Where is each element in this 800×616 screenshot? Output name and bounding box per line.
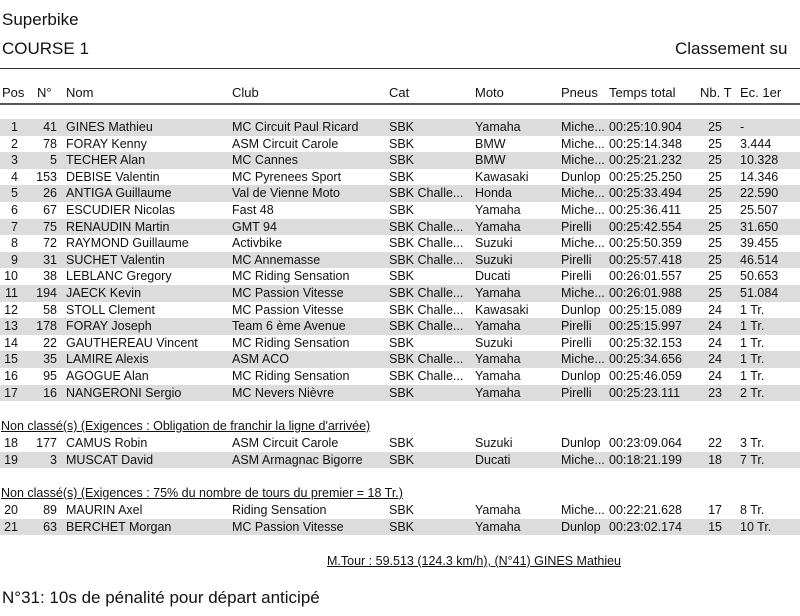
cell-name: STOLL Clement bbox=[66, 302, 155, 317]
cell-club: Riding Sensation bbox=[232, 503, 327, 517]
table-row bbox=[0, 368, 800, 385]
cell-number: 63 bbox=[43, 519, 57, 534]
cell-category: SBK bbox=[389, 503, 415, 517]
cell-category: SBK bbox=[389, 335, 415, 350]
cell-tyres: Miche... bbox=[561, 352, 605, 367]
cell-bike: Suzuki bbox=[475, 335, 513, 350]
category-title: Superbike bbox=[2, 10, 79, 29]
cell-laps: 25 bbox=[708, 203, 722, 217]
cell-gap: 1 Tr. bbox=[740, 335, 765, 350]
cell-bike: Yamaha bbox=[475, 369, 521, 383]
table-row bbox=[0, 502, 800, 519]
cell-club: MC Passion Vitesse bbox=[232, 519, 344, 534]
cell-bike: Yamaha bbox=[475, 120, 521, 134]
cell-laps: 18 bbox=[708, 452, 722, 467]
cell-tyres: Pirelli bbox=[561, 385, 592, 400]
cell-total-time: 00:23:09.064 bbox=[609, 436, 682, 450]
cell-category: SBK Challe... bbox=[389, 219, 464, 234]
cell-category: SBK Challe... bbox=[389, 369, 464, 383]
cell-category: SBK bbox=[389, 519, 415, 534]
cell-bike: Yamaha bbox=[475, 319, 521, 334]
cell-name: TECHER Alan bbox=[66, 153, 146, 168]
table-row bbox=[0, 252, 800, 269]
table-row bbox=[0, 519, 800, 536]
cell-gap: 31.650 bbox=[740, 219, 779, 234]
cell-gap: 10 Tr. bbox=[740, 519, 772, 534]
cell-bike: Kawasaki bbox=[475, 302, 529, 317]
column-header-name: Nom bbox=[66, 85, 94, 100]
cell-tyres: Pirelli bbox=[561, 219, 592, 234]
cell-gap: 46.514 bbox=[740, 252, 779, 267]
divider bbox=[0, 68, 800, 69]
cell-total-time: 00:18:21.199 bbox=[609, 452, 682, 467]
cell-tyres: Miche... bbox=[561, 136, 605, 151]
cell-number: 78 bbox=[43, 136, 57, 151]
cell-pos: 7 bbox=[11, 219, 18, 234]
table-row bbox=[0, 119, 800, 136]
cell-total-time: 00:25:46.059 bbox=[609, 369, 682, 383]
cell-name: GINES Mathieu bbox=[66, 120, 153, 134]
cell-total-time: 00:25:25.250 bbox=[609, 169, 682, 184]
cell-name: LAMIRE Alexis bbox=[66, 352, 149, 367]
cell-club: Fast 48 bbox=[232, 203, 274, 217]
table-row bbox=[0, 351, 800, 368]
cell-category: SBK bbox=[389, 169, 415, 184]
table-row bbox=[0, 169, 800, 186]
cell-category: SBK Challe... bbox=[389, 352, 464, 367]
cell-category: SBK bbox=[389, 436, 415, 450]
cell-number: 3 bbox=[50, 452, 57, 467]
cell-name: RAYMOND Guillaume bbox=[66, 236, 189, 251]
cell-gap: 1 Tr. bbox=[740, 352, 765, 367]
cell-laps: 23 bbox=[708, 385, 722, 400]
cell-gap: - bbox=[740, 120, 745, 134]
cell-pos: 13 bbox=[4, 319, 18, 334]
cell-name: FORAY Kenny bbox=[66, 136, 147, 151]
cell-name: LEBLANC Gregory bbox=[66, 269, 172, 284]
table-row bbox=[0, 285, 800, 302]
cell-gap: 10.328 bbox=[740, 153, 779, 168]
cell-total-time: 00:25:34.656 bbox=[609, 352, 682, 367]
cell-club: ASM Circuit Carole bbox=[232, 436, 339, 450]
cell-category: SBK Challe... bbox=[389, 236, 464, 251]
table-row bbox=[0, 452, 800, 469]
section-title-unclassified-finish: Non classé(s) (Exigences : Obligation de franchir la ligne d'arrivée) bbox=[1, 419, 371, 433]
cell-number: 95 bbox=[43, 369, 57, 383]
cell-laps: 25 bbox=[708, 153, 722, 168]
cell-category: SBK Challe... bbox=[389, 286, 464, 300]
cell-bike: BMW bbox=[475, 136, 506, 151]
cell-gap: 7 Tr. bbox=[740, 452, 765, 467]
cell-name: AGOGUE Alan bbox=[66, 369, 149, 383]
cell-pos: 18 bbox=[4, 436, 18, 450]
cell-bike: Yamaha bbox=[475, 385, 521, 400]
cell-laps: 25 bbox=[708, 186, 722, 201]
cell-laps: 24 bbox=[708, 335, 722, 350]
cell-club: MC Passion Vitesse bbox=[232, 286, 344, 300]
cell-bike: Yamaha bbox=[475, 219, 521, 234]
cell-number: 194 bbox=[36, 286, 57, 300]
table-row bbox=[0, 268, 800, 285]
cell-club: GMT 94 bbox=[232, 219, 277, 234]
cell-laps: 24 bbox=[708, 369, 722, 383]
cell-name: NANGERONI Sergio bbox=[66, 385, 182, 400]
cell-number: 72 bbox=[43, 236, 57, 251]
cell-gap: 50.653 bbox=[740, 269, 779, 284]
cell-total-time: 00:25:57.418 bbox=[609, 252, 682, 267]
table-row bbox=[0, 219, 800, 236]
cell-tyres: Miche... bbox=[561, 236, 605, 251]
cell-club: Team 6 ème Avenue bbox=[232, 319, 346, 334]
cell-tyres: Pirelli bbox=[561, 335, 592, 350]
cell-name: SUCHET Valentin bbox=[66, 252, 165, 267]
cell-tyres: Miche... bbox=[561, 452, 605, 467]
cell-total-time: 00:26:01.557 bbox=[609, 269, 682, 284]
table-row bbox=[0, 235, 800, 252]
cell-bike: Yamaha bbox=[475, 203, 521, 217]
cell-club: Val de Vienne Moto bbox=[232, 186, 340, 201]
cell-category: SBK bbox=[389, 153, 415, 168]
column-header-number: N° bbox=[37, 85, 52, 100]
cell-total-time: 00:23:02.174 bbox=[609, 519, 682, 534]
cell-bike: Honda bbox=[475, 186, 512, 201]
cell-category: SBK Challe... bbox=[389, 186, 464, 201]
cell-bike: Ducati bbox=[475, 452, 511, 467]
cell-tyres: Dunlop bbox=[561, 169, 601, 184]
cell-category: SBK bbox=[389, 385, 415, 400]
cell-club: MC Riding Sensation bbox=[232, 369, 350, 383]
cell-club: MC Passion Vitesse bbox=[232, 302, 344, 317]
cell-laps: 25 bbox=[708, 252, 722, 267]
cell-total-time: 00:25:21.232 bbox=[609, 153, 682, 168]
cell-bike: Yamaha bbox=[475, 519, 521, 534]
divider bbox=[0, 103, 800, 105]
best-lap: M.Tour : 59.513 (124.3 km/h), (N°41) GINES Mathieu bbox=[327, 554, 622, 568]
cell-pos: 12 bbox=[4, 302, 18, 317]
cell-pos: 5 bbox=[11, 186, 18, 201]
cell-gap: 1 Tr. bbox=[740, 319, 765, 334]
cell-number: 16 bbox=[43, 385, 57, 400]
cell-total-time: 00:25:50.359 bbox=[609, 236, 682, 251]
cell-number: 26 bbox=[43, 186, 57, 201]
cell-gap: 22.590 bbox=[740, 186, 779, 201]
cell-pos: 11 bbox=[5, 286, 18, 300]
cell-total-time: 00:22:21.628 bbox=[609, 503, 682, 517]
cell-pos: 16 bbox=[4, 369, 18, 383]
cell-number: 89 bbox=[43, 503, 57, 517]
cell-total-time: 00:25:14.348 bbox=[609, 136, 682, 151]
cell-number: 67 bbox=[43, 203, 57, 217]
table-row bbox=[0, 335, 800, 352]
cell-bike: Ducati bbox=[475, 269, 511, 284]
cell-tyres: Dunlop bbox=[561, 369, 601, 383]
cell-club: Activbike bbox=[232, 236, 283, 251]
cell-club: MC Cannes bbox=[232, 153, 298, 168]
cell-gap: 14.346 bbox=[740, 169, 779, 184]
cell-tyres: Dunlop bbox=[561, 436, 601, 450]
cell-pos: 8 bbox=[11, 236, 18, 251]
cell-pos: 2 bbox=[11, 136, 18, 151]
cell-pos: 15 bbox=[4, 352, 18, 367]
cell-gap: 1 Tr. bbox=[740, 302, 765, 317]
cell-tyres: Pirelli bbox=[561, 319, 592, 334]
cell-number: 58 bbox=[43, 302, 57, 317]
cell-bike: Yamaha bbox=[475, 503, 521, 517]
cell-laps: 25 bbox=[708, 269, 722, 284]
cell-category: SBK bbox=[389, 452, 415, 467]
cell-number: 38 bbox=[43, 269, 57, 284]
cell-total-time: 00:26:01.988 bbox=[609, 286, 682, 300]
column-header-total-time: Temps total bbox=[609, 85, 676, 100]
race-title: COURSE 1 bbox=[2, 39, 89, 58]
cell-laps: 24 bbox=[708, 352, 722, 367]
cell-pos: 14 bbox=[4, 335, 18, 350]
table-row bbox=[0, 136, 800, 153]
cell-laps: 22 bbox=[708, 436, 722, 450]
cell-bike: Yamaha bbox=[475, 352, 521, 367]
cell-number: 22 bbox=[43, 335, 57, 350]
cell-tyres: Pirelli bbox=[561, 252, 592, 267]
cell-bike: Yamaha bbox=[475, 286, 521, 300]
cell-name: ANTIGA Guillaume bbox=[66, 186, 172, 201]
cell-club: ASM Circuit Carole bbox=[232, 136, 339, 151]
cell-total-time: 00:25:33.494 bbox=[609, 186, 682, 201]
cell-name: JAECK Kevin bbox=[66, 286, 142, 300]
cell-category: SBK Challe... bbox=[389, 319, 464, 334]
cell-gap: 1 Tr. bbox=[740, 369, 765, 383]
cell-club: MC Annemasse bbox=[232, 252, 321, 267]
cell-tyres: Miche... bbox=[561, 153, 605, 168]
cell-tyres: Dunlop bbox=[561, 302, 601, 317]
cell-laps: 24 bbox=[708, 302, 722, 317]
table-row bbox=[0, 435, 800, 452]
cell-club: MC Riding Sensation bbox=[232, 269, 350, 284]
cell-number: 35 bbox=[43, 352, 57, 367]
table-row bbox=[0, 152, 800, 169]
cell-tyres: Miche... bbox=[561, 503, 605, 517]
table-row bbox=[0, 318, 800, 335]
cell-gap: 3 Tr. bbox=[740, 436, 765, 450]
cell-laps: 25 bbox=[708, 136, 722, 151]
column-header-pos: Pos bbox=[2, 85, 25, 100]
table-row bbox=[0, 185, 800, 202]
cell-gap: 3.444 bbox=[740, 136, 772, 151]
cell-bike: Kawasaki bbox=[475, 169, 529, 184]
cell-club: MC Nevers Nièvre bbox=[232, 385, 335, 400]
column-header-club: Club bbox=[232, 85, 259, 100]
cell-pos: 1 bbox=[11, 120, 18, 134]
column-header-gap: Ec. 1er bbox=[740, 85, 782, 100]
cell-club: MC Pyrenees Sport bbox=[232, 169, 342, 184]
cell-category: SBK bbox=[389, 269, 415, 284]
classification-title: Classement su bbox=[675, 39, 788, 58]
cell-name: MAURIN Axel bbox=[66, 503, 143, 517]
cell-gap: 25.507 bbox=[740, 203, 779, 217]
cell-club: MC Riding Sensation bbox=[232, 335, 350, 350]
cell-laps: 25 bbox=[708, 286, 722, 300]
cell-name: RENAUDIN Martin bbox=[66, 219, 170, 234]
table-row bbox=[0, 385, 800, 402]
cell-pos: 17 bbox=[4, 385, 18, 400]
cell-laps: 17 bbox=[708, 503, 722, 517]
cell-total-time: 00:25:23.111 bbox=[609, 385, 681, 400]
cell-laps: 25 bbox=[708, 120, 722, 134]
cell-gap: 2 Tr. bbox=[740, 385, 765, 400]
table-row bbox=[0, 202, 800, 219]
cell-pos: 10 bbox=[4, 269, 18, 284]
cell-category: SBK bbox=[389, 120, 415, 134]
cell-gap: 8 Tr. bbox=[740, 503, 765, 517]
cell-total-time: 00:25:10.904 bbox=[609, 120, 682, 134]
table-row bbox=[0, 302, 800, 319]
cell-category: SBK Challe... bbox=[389, 252, 464, 267]
cell-bike: Suzuki bbox=[475, 436, 513, 450]
cell-laps: 25 bbox=[708, 169, 722, 184]
cell-number: 31 bbox=[43, 252, 57, 267]
cell-name: BERCHET Morgan bbox=[66, 519, 172, 534]
cell-pos: 6 bbox=[11, 203, 18, 217]
cell-category: SBK bbox=[389, 136, 415, 151]
penalty-note: N°31: 10s de pénalité pour départ anticipé bbox=[2, 588, 320, 607]
cell-category: SBK Challe... bbox=[389, 302, 464, 317]
cell-total-time: 00:25:32.153 bbox=[609, 335, 682, 350]
cell-bike: Suzuki bbox=[475, 236, 513, 251]
cell-total-time: 00:25:15.089 bbox=[609, 302, 682, 317]
cell-tyres: Miche... bbox=[561, 186, 605, 201]
cell-name: CAMUS Robin bbox=[66, 436, 148, 450]
cell-gap: 39.455 bbox=[740, 236, 779, 251]
cell-total-time: 00:25:42.554 bbox=[609, 219, 682, 234]
cell-pos: 20 bbox=[4, 503, 18, 517]
cell-name: FORAY Joseph bbox=[66, 319, 152, 334]
section-title-unclassified-laps: Non classé(s) (Exigences : 75% du nombre de tours du premier = 18 Tr.) bbox=[1, 486, 403, 500]
cell-gap: 51.084 bbox=[740, 286, 779, 300]
cell-name: DEBISE Valentin bbox=[66, 169, 160, 184]
cell-name: GAUTHEREAU Vincent bbox=[66, 335, 198, 350]
cell-pos: 19 bbox=[4, 452, 18, 467]
cell-number: 75 bbox=[43, 219, 57, 234]
cell-category: SBK bbox=[389, 203, 415, 217]
cell-tyres: Pirelli bbox=[561, 269, 592, 284]
cell-pos: 9 bbox=[11, 252, 18, 267]
cell-number: 178 bbox=[36, 319, 57, 334]
column-header-category: Cat bbox=[389, 85, 410, 100]
cell-total-time: 00:25:36.411 bbox=[609, 203, 682, 217]
column-header-laps: Nb. T bbox=[700, 85, 732, 100]
cell-number: 5 bbox=[50, 153, 57, 168]
cell-pos: 3 bbox=[11, 153, 18, 168]
cell-pos: 4 bbox=[11, 169, 18, 184]
cell-tyres: Dunlop bbox=[561, 519, 601, 534]
cell-laps: 15 bbox=[708, 519, 722, 534]
cell-name: ESCUDIER Nicolas bbox=[66, 203, 176, 217]
column-header-tyres: Pneus bbox=[561, 85, 598, 100]
cell-number: 41 bbox=[43, 120, 57, 134]
cell-number: 153 bbox=[36, 169, 57, 184]
column-header-bike: Moto bbox=[475, 85, 504, 100]
cell-number: 177 bbox=[36, 436, 57, 450]
cell-total-time: 00:25:15.997 bbox=[609, 319, 682, 334]
cell-tyres: Miche... bbox=[561, 203, 605, 217]
cell-tyres: Miche... bbox=[561, 286, 605, 300]
cell-club: ASM ACO bbox=[232, 352, 289, 367]
cell-laps: 25 bbox=[708, 236, 722, 251]
cell-pos: 21 bbox=[4, 519, 18, 534]
cell-name: MUSCAT David bbox=[66, 452, 154, 467]
cell-club: ASM Armagnac Bigorre bbox=[232, 452, 363, 467]
cell-laps: 25 bbox=[708, 219, 722, 234]
cell-bike: BMW bbox=[475, 153, 506, 168]
cell-bike: Suzuki bbox=[475, 252, 513, 267]
cell-tyres: Miche... bbox=[561, 120, 605, 134]
cell-laps: 24 bbox=[708, 319, 722, 334]
cell-club: MC Circuit Paul Ricard bbox=[232, 120, 359, 134]
